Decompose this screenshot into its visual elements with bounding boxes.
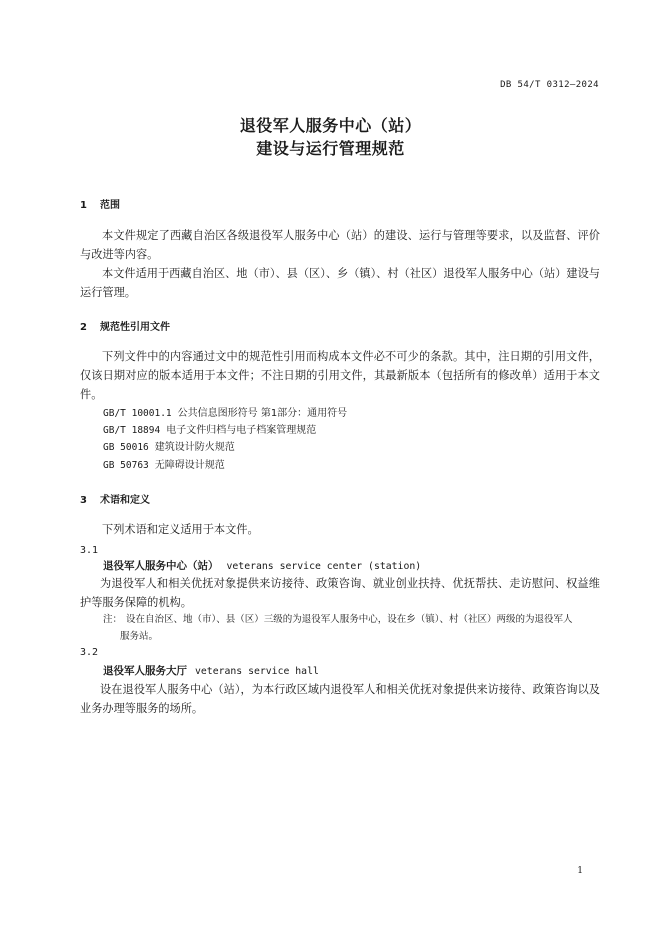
document-title-line1: 退役军人服务中心（站） bbox=[239, 116, 422, 135]
reference-title: 建筑设计防火规范 bbox=[154, 442, 235, 453]
reference-item bbox=[103, 421, 316, 436]
document-title-line2: 建设与运行管理规范 bbox=[256, 139, 405, 158]
term-chinese: 退役军人服务中心（站） bbox=[103, 560, 219, 572]
section-number: 1 bbox=[80, 200, 87, 211]
section-3-intro: 下列术语和定义适用于本文件。 bbox=[102, 523, 259, 536]
section-1-heading bbox=[80, 196, 120, 211]
reference-code: GB 50763 bbox=[103, 460, 149, 471]
reference-code: GB/T 10001.1 bbox=[103, 408, 172, 419]
reference-item bbox=[103, 456, 225, 471]
term-english: veterans service hall bbox=[195, 666, 319, 677]
section-2-heading bbox=[80, 318, 170, 333]
reference-title: 电子文件归档与电子档案管理规范 bbox=[166, 425, 317, 436]
note-text: 设在自治区、地（市）、县（区）三级的为退役军人服务中心，设在乡（镇）、村（社区）两级的为退役军人 bbox=[126, 614, 573, 625]
term-definition: 为退役军人和相关优抚对象提供来访接待、政策咨询、就业创业扶持、优抚帮扶、走访慰问、权益维护等服务保障的机构。 bbox=[80, 577, 600, 609]
section-1-paragraph-1: 本文件规定了西藏自治区各级退役军人服务中心（站）的建设、运行与管理等要求，以及监督、评价与改进等内容。 bbox=[80, 229, 600, 261]
section-3-heading bbox=[80, 491, 150, 506]
section-1-paragraph-2: 本文件适用于西藏自治区、地（市）、县（区）、乡（镇）、村（社区）退役军人服务中心（站）建设与运行管理。 bbox=[80, 267, 600, 299]
section-number: 2 bbox=[80, 322, 87, 333]
reference-item bbox=[103, 404, 347, 419]
section-title: 范围 bbox=[100, 200, 120, 211]
term-definition: 设在退役军人服务中心（站），为本行政区域内退役军人和相关优抚对象提供来访接待、政策咨询以及业务办理等服务的场所。 bbox=[80, 683, 600, 715]
reference-title: 无障碍设计规范 bbox=[154, 460, 225, 471]
note-label: 注： bbox=[103, 614, 123, 625]
term-note bbox=[103, 611, 600, 645]
section-title: 规范性引用文件 bbox=[100, 322, 170, 333]
reference-code: GB/T 18894 bbox=[103, 425, 161, 436]
section-title: 术语和定义 bbox=[100, 495, 150, 506]
term-number: 3.2 bbox=[80, 647, 99, 658]
term-chinese: 退役军人服务大厅 bbox=[103, 665, 187, 677]
term-heading bbox=[103, 558, 421, 573]
term-heading bbox=[103, 663, 319, 678]
section-number: 3 bbox=[80, 495, 87, 506]
term-number: 3.1 bbox=[80, 545, 99, 556]
page-number: 1 bbox=[577, 866, 583, 876]
reference-title: 公共信息图形符号 第1部分：通用符号 bbox=[177, 408, 348, 419]
reference-code: GB 50016 bbox=[103, 442, 149, 453]
section-2-paragraph: 下列文件中的内容通过文中的规范性引用而构成本文件必不可少的条款。其中，注日期的引用文件，仅该日期对应的版本适用于本文件；不注日期的引用文件，其最新版本（包括所有的修改单）适用于本文件。 bbox=[80, 350, 600, 401]
term-english: veterans service center (station) bbox=[226, 561, 422, 572]
reference-item bbox=[103, 438, 235, 453]
note-continuation: 服务站。 bbox=[120, 631, 159, 642]
document-code: DB 54/T 0312—2024 bbox=[500, 80, 599, 90]
